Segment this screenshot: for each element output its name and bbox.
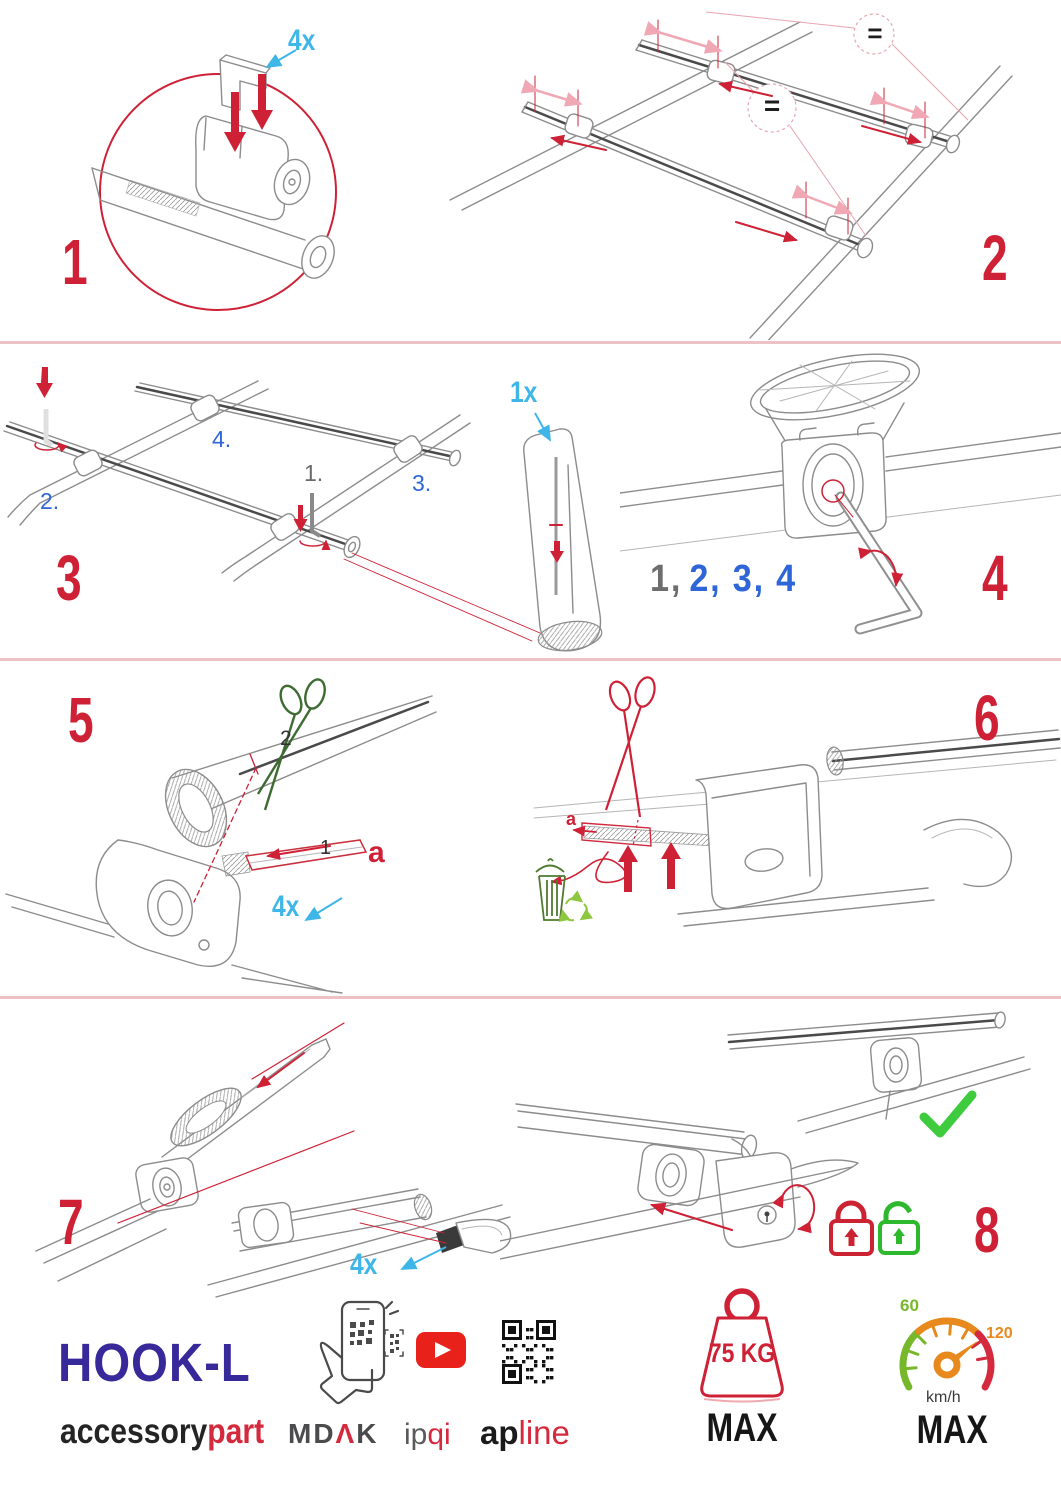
- qr-code: [500, 1318, 558, 1386]
- padlock-open-icon: [880, 1204, 918, 1253]
- action-label-cut: 2: [280, 727, 292, 750]
- down-arrow-icon: [36, 367, 53, 398]
- weight-max-label: MAX: [706, 1406, 778, 1450]
- key-cylinder: [765, 1212, 770, 1217]
- speed-high-label: 120: [986, 1325, 1013, 1342]
- logo-mdak: [288, 1420, 378, 1448]
- step-number-8: 8: [974, 1194, 1000, 1266]
- recycle-icon: [563, 898, 587, 920]
- equal-sign: =: [867, 18, 883, 48]
- phone-scan-icon: [310, 1296, 422, 1408]
- slide-arrow: [736, 222, 796, 240]
- step2-illustration: [420, 0, 1061, 340]
- quantity-label: 4x: [272, 890, 300, 923]
- measure-arrow: [535, 90, 578, 103]
- callout-arrow: [306, 898, 342, 920]
- tighten-sequence: [650, 560, 797, 598]
- slide-arrow: [258, 1053, 304, 1087]
- logo-ipqi-part1: ip: [404, 1418, 428, 1451]
- step-number-1: 1: [62, 226, 88, 298]
- logo-mdak-part2: Λ: [335, 1418, 357, 1449]
- padlock-locked-icon: [831, 1203, 872, 1254]
- discard-curl-arrow: [552, 852, 626, 882]
- substep-label-3: 3.: [412, 470, 432, 496]
- substep-label-2: 2.: [40, 488, 60, 514]
- step-number-7: 7: [58, 1186, 84, 1258]
- fitting-tool-part: [524, 429, 601, 651]
- youtube-icon: [416, 1332, 466, 1368]
- product-name: HOOK-L: [58, 1333, 251, 1393]
- quantity-label: 4x: [288, 24, 316, 57]
- speed-unit-label: km/h: [926, 1389, 961, 1406]
- step-number-6: 6: [974, 682, 1000, 754]
- brand-part2: part: [207, 1412, 265, 1451]
- scissors-icon: [606, 675, 658, 846]
- logo-apline-part2: line: [518, 1414, 570, 1451]
- logo-mdak-part3: K: [356, 1418, 379, 1449]
- section-divider: [0, 341, 1061, 344]
- up-arrow-icon: [618, 845, 638, 892]
- equal-sign: =: [763, 90, 781, 121]
- up-arrow-icon: [661, 842, 681, 889]
- brand-part1: accessory: [60, 1412, 208, 1451]
- action-label-insert: 1: [320, 837, 332, 859]
- slide-arrow: [652, 1205, 732, 1230]
- measure-arrow: [884, 102, 925, 116]
- part-letter: a: [368, 836, 385, 869]
- substep-label-1: 1.: [304, 460, 324, 486]
- sequence-rest: 2, 3, 4: [689, 558, 798, 600]
- logo-apline: [480, 1416, 570, 1449]
- step-number-4: 4: [982, 542, 1008, 614]
- logo-apline-part1: ap: [480, 1414, 519, 1451]
- substep-label-4: 4.: [212, 426, 232, 452]
- quantity-label: 1x: [510, 376, 538, 409]
- step-number-5: 5: [68, 684, 94, 756]
- logo-ipqi: [404, 1420, 451, 1450]
- callout-arrow: [402, 1247, 446, 1269]
- weight-value: 75 KG: [708, 1338, 776, 1368]
- checkmark-icon: [924, 1095, 972, 1133]
- part-letter: a: [566, 809, 577, 829]
- section-divider: [0, 658, 1061, 661]
- speed-low-label: 60: [900, 1296, 919, 1315]
- logo-ipqi-part2: qi: [427, 1418, 451, 1451]
- quantity-label: 4x: [350, 1248, 378, 1281]
- measure-arrow: [806, 196, 848, 212]
- logo-mdak-part1: MD: [288, 1418, 336, 1449]
- step7-illustration: [0, 999, 530, 1329]
- sequence-first: 1,: [650, 558, 683, 600]
- speed-max-label: MAX: [916, 1408, 988, 1452]
- clamp-cover-part: [696, 765, 822, 909]
- step-number-2: 2: [982, 222, 1008, 294]
- trash-bin-icon: [536, 859, 565, 920]
- step-number-3: 3: [56, 542, 82, 614]
- brand-logo: [60, 1414, 264, 1449]
